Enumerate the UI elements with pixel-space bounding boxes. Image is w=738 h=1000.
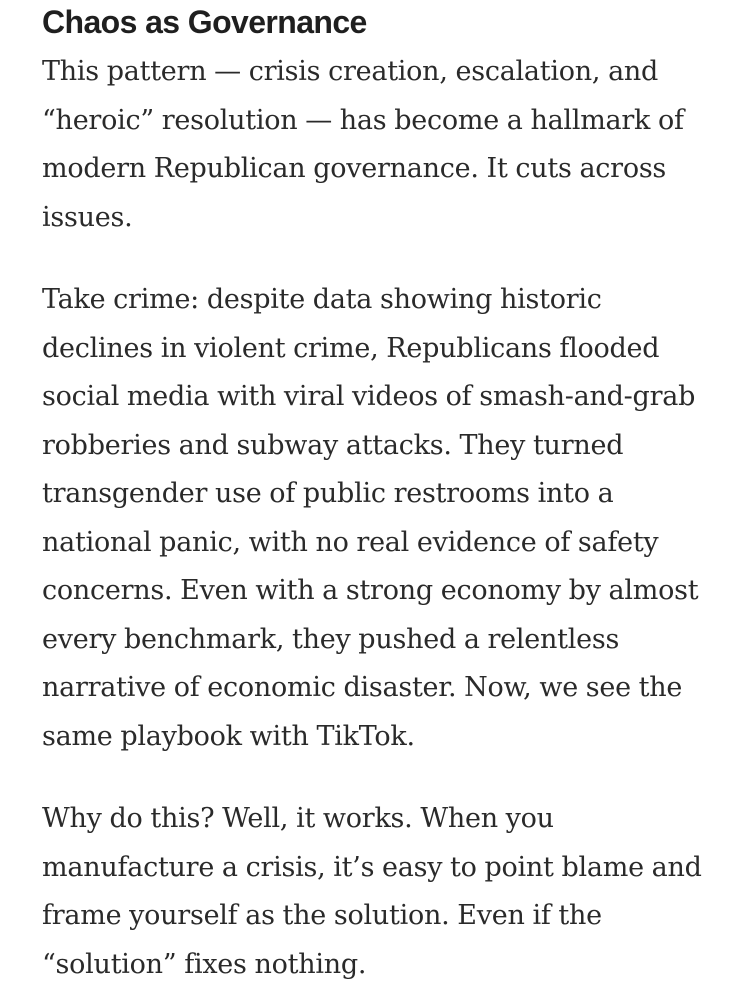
paragraph-1: This pattern — crisis creation, escalation, and “heroic” resolution — has become a hallmark of modern Republican governance. It cuts across issues.	[42, 56, 684, 233]
paragraph-3: Why do this? Well, it works. When you manufacture a crisis, it’s easy to point blame and frame yourself as the solution. Even if the “solution” fixes nothing.	[42, 803, 702, 980]
section-heading: Chaos as Governance	[42, 4, 367, 40]
paragraph-2: Take crime: despite data showing historic declines in violent crime, Republicans flooded social media with viral videos of smash-and-grab robberies and subway attacks. They turned transgender use of public restrooms into a national panic, with no real evidence of safety concerns. Even with a strong economy by almost every benchmark, they pushed a relentless narrative of economic disaster. Now, we see the same playbook with TikTok.	[42, 284, 699, 752]
